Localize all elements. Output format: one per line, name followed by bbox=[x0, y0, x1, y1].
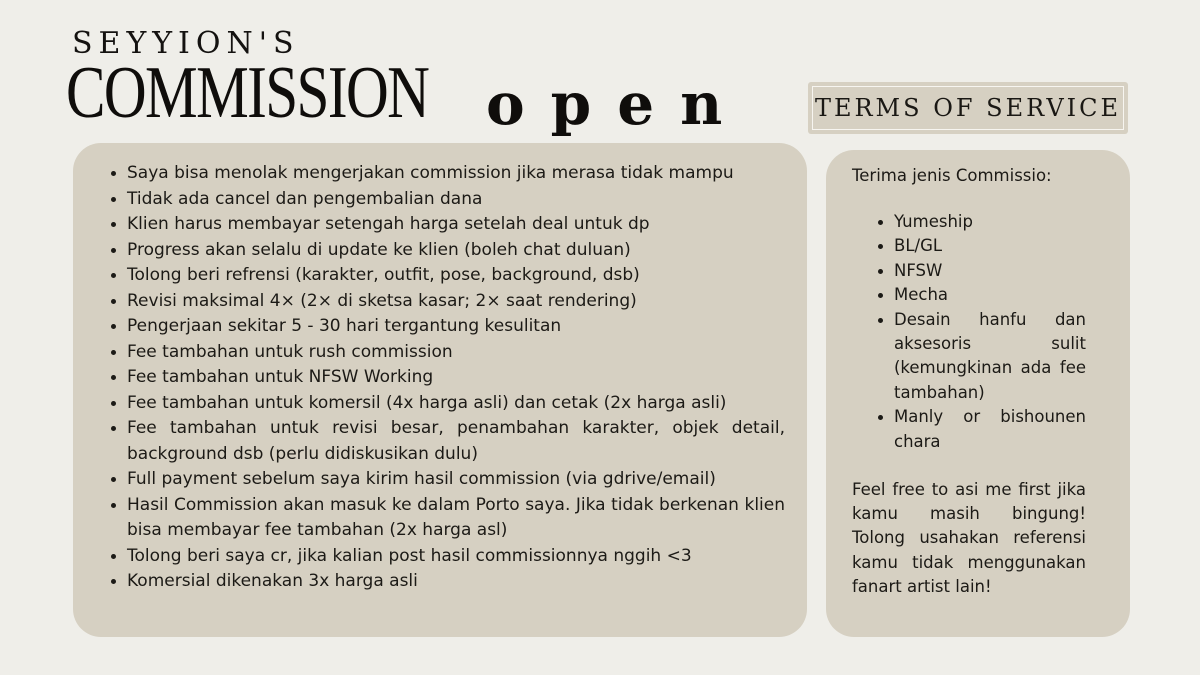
accepted-types-panel bbox=[826, 150, 1130, 637]
accepted-type-item: • NFSW bbox=[894, 259, 1086, 283]
term-item: • Tolong beri refrensi (karakter, outfit, pose, background, dsb) bbox=[127, 263, 785, 289]
contact-note: Feel free to asi me first jika kamu masih bingung! Tolong usahakan referensi kamu tidak menggunakan fanart artist lain! bbox=[852, 480, 1086, 596]
terms-of-service-label: TERMS OF SERVICE bbox=[812, 86, 1124, 130]
accepted-types-heading: Terima jenis Commissio: bbox=[852, 166, 1052, 185]
term-item: • Saya bisa menolak mengerjakan commission jika merasa tidak mampu bbox=[127, 161, 785, 187]
accepted-type-item: • Mecha bbox=[894, 283, 1086, 307]
accepted-type-item: • Desain hanfu dan aksesoris sulit (kemungkinan ada fee tambahan) bbox=[894, 308, 1086, 406]
term-item: • Tidak ada cancel dan pengembalian dana bbox=[127, 187, 785, 213]
open-status: open bbox=[486, 70, 749, 138]
term-item: • Komersial dikenakan 3x harga asli bbox=[127, 569, 785, 595]
term-item: • Pengerjaan sekitar 5 - 30 hari tergantung kesulitan bbox=[127, 314, 785, 340]
term-item: • Hasil Commission akan masuk ke dalam Porto saya. Jika tidak berkenan klien bisa membayar fee tambahan (2x harga asl) bbox=[127, 493, 785, 544]
term-item: • Fee tambahan untuk komersil (4x harga asli) dan cetak (2x harga asli) bbox=[127, 391, 785, 417]
terms-list bbox=[109, 161, 785, 595]
terms-of-service-badge bbox=[808, 82, 1128, 134]
artist-name-subtitle: SEYYION'S bbox=[72, 26, 300, 61]
term-item: • Full payment sebelum saya kirim hasil commission (via gdrive/email) bbox=[127, 467, 785, 493]
term-item: • Fee tambahan untuk NFSW Working bbox=[127, 365, 785, 391]
accepted-type-item: • Yumeship bbox=[894, 210, 1086, 234]
term-item: • Fee tambahan untuk revisi besar, penambahan karakter, objek detail, background dsb (perlu didiskusikan dulu) bbox=[127, 416, 785, 467]
accepted-type-item: • BL/GL bbox=[894, 234, 1086, 258]
term-item: • Klien harus membayar setengah harga setelah deal untuk dp bbox=[127, 212, 785, 238]
accepted-types-list bbox=[852, 210, 1086, 454]
term-item: • Tolong beri saya cr, jika kalian post hasil commissionnya nggih <3 bbox=[127, 544, 785, 570]
commission-title: COMMISSION bbox=[66, 52, 429, 134]
accepted-type-item: • Manly or bishounen chara bbox=[894, 405, 1086, 454]
term-item: • Fee tambahan untuk rush commission bbox=[127, 340, 785, 366]
term-item: • Revisi maksimal 4× (2× di sketsa kasar; 2× saat rendering) bbox=[127, 289, 785, 315]
term-item: • Progress akan selalu di update ke klien (boleh chat duluan) bbox=[127, 238, 785, 264]
terms-panel bbox=[73, 143, 807, 637]
